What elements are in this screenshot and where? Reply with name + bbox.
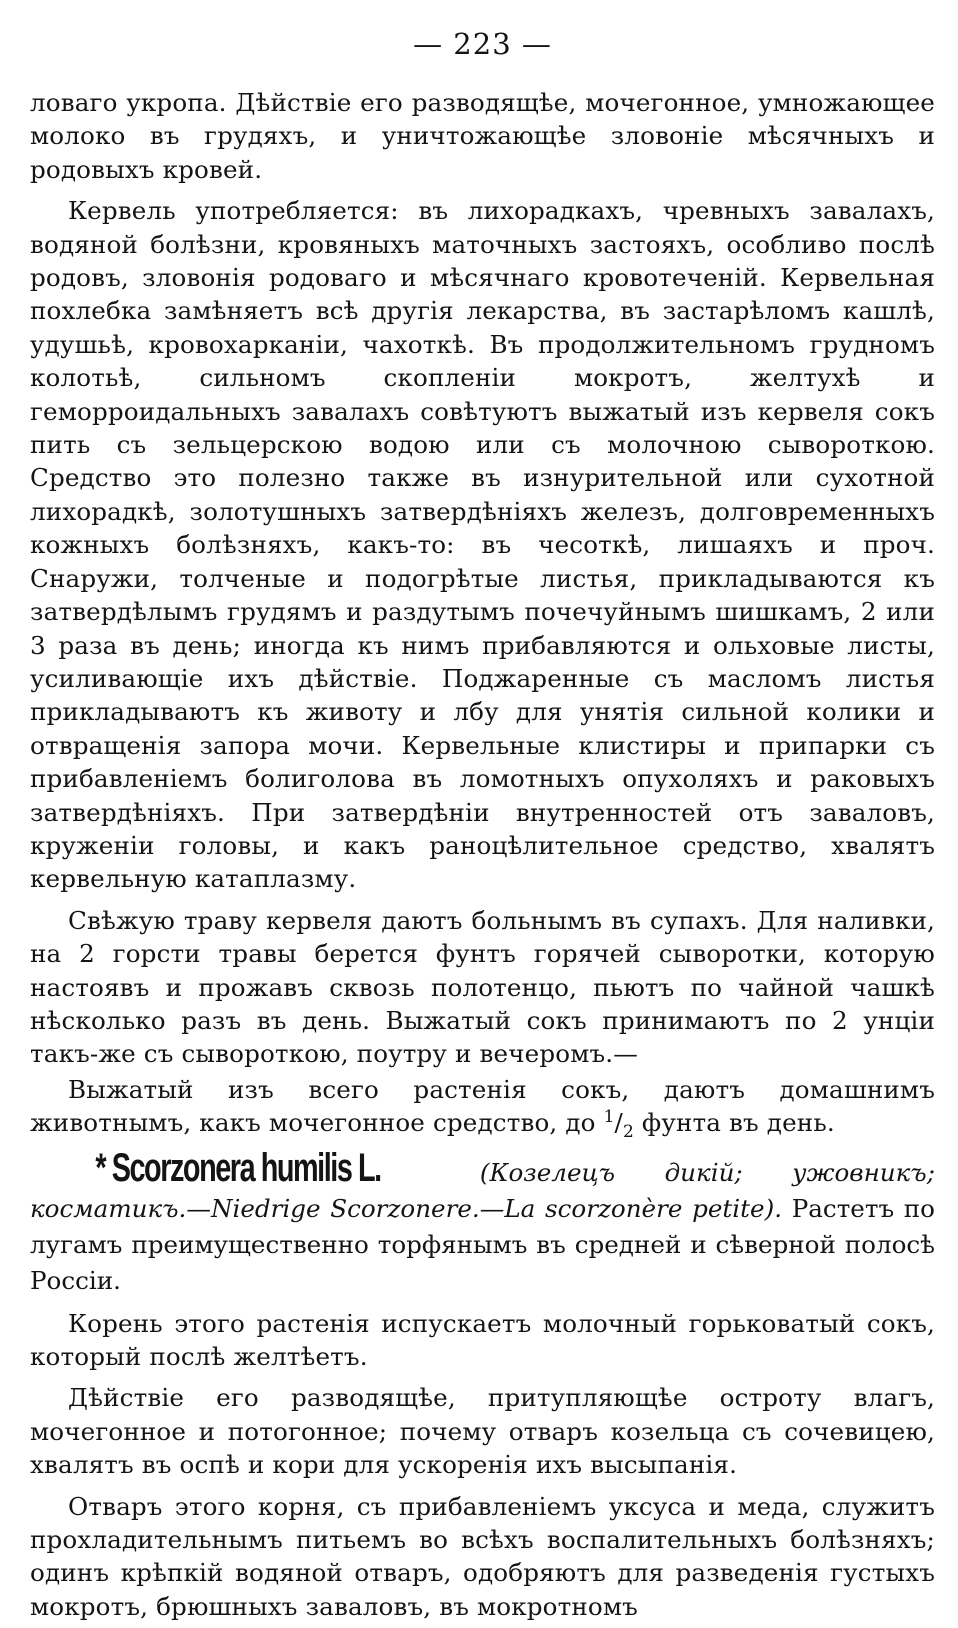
species-habitat: Растетъ по лугамъ преимущественно торфянымъ въ средней и сѣверной полосѣ Россіи. [30, 1193, 935, 1295]
paragraph-root-sap: Корень этого растенія испускаетъ молочный горьковатый сокъ, который послѣ желтѣетъ. [30, 1308, 935, 1371]
fraction-denominator: 2 [622, 1122, 634, 1143]
paragraph-root-decoction: Отваръ этого корня, съ прибавленіемъ уксуса и меда, служитъ прохладительнымъ питьемъ во всѣхъ воспалительныхъ болѣзняхъ; одинъ крѣпкій водяной отваръ, одобряютъ для разведенія густыхъ мокротъ, брюшныхъ заваловъ, въ мокротномъ [30, 1491, 935, 1621]
paragraph-chervil-uses: Кервель употребляется: въ лихорадкахъ, чревныхъ завалахъ, водяной болѣзни, кровяныхъ маточныхъ застояхъ, особливо послѣ родовъ, зловонія родоваго и мѣсячнаго кровотеченій. Кервельная похлебка замѣняетъ всѣ другія лекарства, въ застарѣломъ кашлѣ, удушьѣ, кровохарканіи, чахоткѣ. Въ продолжительномъ грудномъ колотьѣ, сильномъ скопленіи мокротъ, желтухѣ и геморроидальныхъ завалахъ совѣтуютъ выжатый изъ кервеля сокъ пить съ зельцерскою водою или съ молочною сывороткою. Средство это полезно также въ изнурительной или сухотной лихорадкѣ, золотушныхъ затвердѣніяхъ железъ, долговременныхъ кожныхъ болѣзняхъ, какъ-то: въ чесоткѣ, лишаяхъ и проч. Снаружи, толченые и подогрѣтые листья, прикладываются къ затвердѣлымъ грудямъ и раздутымъ почечуйнымъ шишкамъ, 2 или 3 раза въ день; иногда къ нимъ прибавляются и ольховые листы, усиливающіе ихъ дѣйствіе. Поджаренные съ масломъ листья прикладываютъ къ животу и лбу для унятія сильной колики и отвращенія запора мочи. Кервельные клистиры и припарки съ прибавленіемъ болиголова въ ломотныхъ опухоляхъ и раковыхъ затвердѣніяхъ. При затвердѣніи внутренностей отъ заваловъ, круженіи головы, и какъ раноцѣлительное средство, хвалятъ кервельную катаплазму. [30, 196, 935, 894]
page-number: — 223 — [413, 27, 552, 61]
species-common-names: (Козелецъ дикій; ужовникъ; косматикъ.—Niedrige Scorzonere.—La scorzonère petite). [30, 1157, 935, 1223]
dose-text-before: Выжатый изъ всего растенія сокъ, даютъ домашнимъ животнымъ, какъ мочегонное средство, до [30, 1074, 935, 1138]
species-entry-heading [30, 1145, 935, 1299]
dose-text-after: фунта въ день. [633, 1108, 835, 1138]
fraction-numerator: 1 [603, 1107, 615, 1127]
species-latin-name: * Scorzonera humilis L. [95, 1145, 381, 1190]
paragraph-root-action: Дѣйствіе его разводящѣе, притупляющѣе остроту влагъ, мочегонное и потогонное; почему отваръ козельца съ сочевицею, хвалятъ въ оспѣ и кори для ускоренія ихъ высыпанія. [30, 1383, 935, 1480]
paragraph-chervil-preparation: Свѣжую траву кервеля даютъ больнымъ въ супахъ. Для наливки, на 2 горсти травы берется фунтъ горячей сыворотки, которую настоявъ и прожавъ сквозь полотенцо, пьютъ по чайной чашкѣ нѣсколько разъ въ день. Выжатый сокъ принимаютъ по 2 унціи такъ-же съ сывороткою, поутру и вечеромъ.— [30, 905, 935, 1069]
paragraph-continuation: ловаго укропа. Дѣйствіе его разводящѣе, мочегонное, умножающее молоко въ грудяхъ, и уничтожающѣе зловоніе мѣсячныхъ и родовыхъ кровей. [30, 88, 935, 184]
paragraph-livestock-dose [30, 1073, 935, 1143]
book-page [30, 22, 935, 1621]
fraction-slash: / [614, 1108, 623, 1138]
